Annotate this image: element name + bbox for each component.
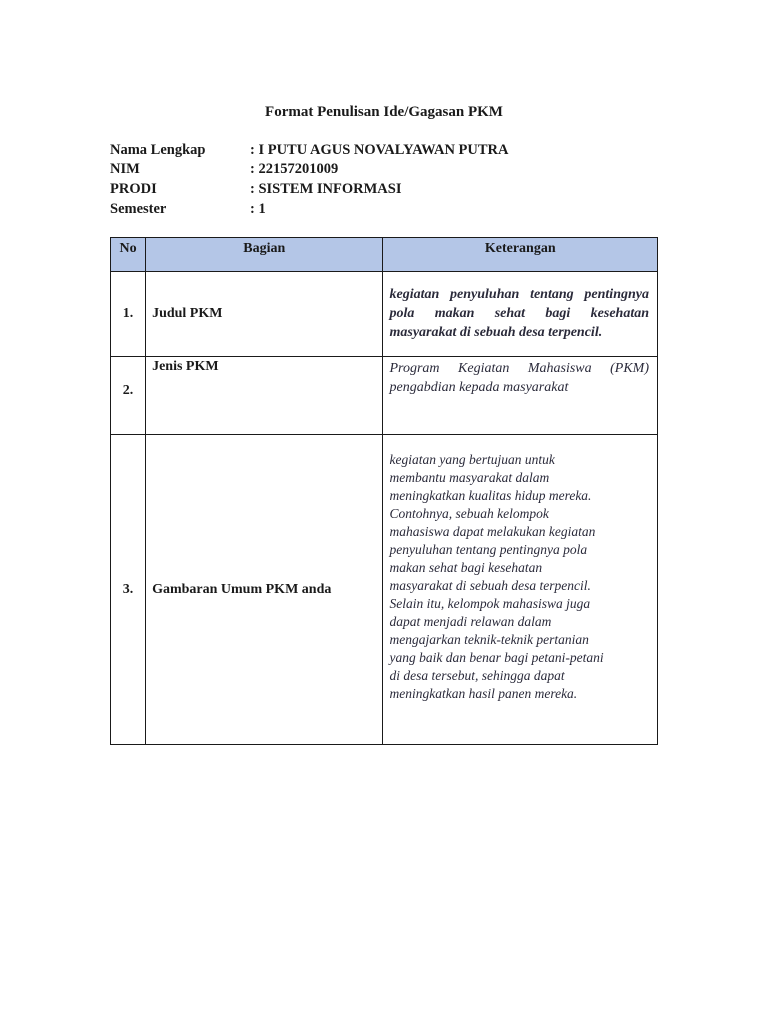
row-number: 3. bbox=[111, 435, 146, 745]
info-value-nama: : I PUTU AGUS NOVALYAWAN PUTRA bbox=[250, 142, 509, 158]
info-label-nama: Nama Lengkap bbox=[110, 142, 206, 158]
row-keterangan: Program Kegiatan Mahasiswa (PKM) pengabdian kepada masyarakat bbox=[383, 357, 658, 435]
table-row bbox=[111, 357, 658, 435]
header-no: No bbox=[111, 238, 146, 272]
row-keterangan bbox=[383, 435, 658, 745]
info-label-nim: NIM bbox=[110, 161, 140, 177]
pkm-table bbox=[110, 237, 658, 745]
row-number: 1. bbox=[111, 272, 146, 357]
table-row bbox=[111, 435, 658, 745]
info-value-prodi: : SISTEM INFORMASI bbox=[250, 181, 402, 197]
keterangan-line: penyuluhan tentang pentingnya pola bbox=[389, 542, 588, 557]
keterangan-line: Contohnya, sebuah kelompok bbox=[389, 506, 549, 521]
keterangan-line: Selain itu, kelompok mahasiswa juga bbox=[389, 596, 591, 611]
info-value-nim: : 22157201009 bbox=[250, 161, 339, 177]
keterangan-line: di desa tersebut, sehingga dapat bbox=[389, 668, 565, 683]
row-number: 2. bbox=[111, 357, 146, 435]
row-keterangan: kegiatan penyuluhan tentang pentingnya pola makan sehat bagi kesehatan masyarakat di sebuah desa terpencil. bbox=[383, 272, 658, 357]
table-row bbox=[111, 272, 658, 357]
keterangan-line: membantu masyarakat dalam bbox=[389, 470, 550, 485]
keterangan-line: meningkatkan kualitas hidup mereka. bbox=[389, 488, 592, 503]
header-bagian: Bagian bbox=[146, 238, 383, 272]
keterangan-line: dapat menjadi relawan dalam bbox=[389, 614, 552, 629]
keterangan-line: kegiatan yang bertujuan untuk bbox=[389, 452, 555, 467]
row-bagian: Jenis PKM bbox=[146, 357, 383, 435]
keterangan-line: meningkatkan hasil panen mereka. bbox=[389, 686, 578, 701]
table-header-row bbox=[111, 238, 658, 272]
info-label-prodi: PRODI bbox=[110, 181, 157, 197]
info-label-semester: Semester bbox=[110, 201, 167, 217]
keterangan-line: masyarakat di sebuah desa terpencil. bbox=[389, 578, 591, 593]
keterangan-line: mahasiswa dapat melakukan kegiatan bbox=[389, 524, 596, 539]
keterangan-line: mengajarkan teknik-teknik pertanian bbox=[389, 632, 589, 647]
header-keterangan: Keterangan bbox=[383, 238, 658, 272]
document-title: Format Penulisan Ide/Gagasan PKM bbox=[265, 104, 503, 120]
info-value-semester: : 1 bbox=[250, 201, 266, 217]
keterangan-line: yang baik dan benar bagi petani-petani bbox=[389, 650, 604, 665]
row-bagian: Gambaran Umum PKM anda bbox=[146, 435, 383, 745]
keterangan-line: makan sehat bagi kesehatan bbox=[389, 560, 543, 575]
row-bagian: Judul PKM bbox=[146, 272, 383, 357]
